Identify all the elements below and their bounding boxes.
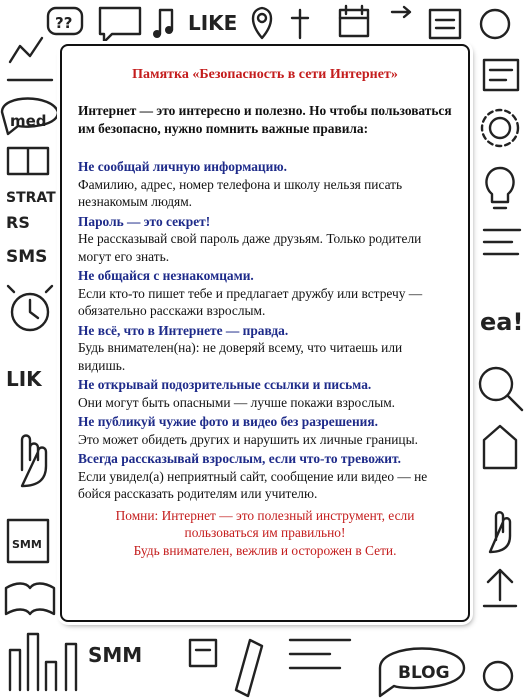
med-bubble (2, 99, 58, 135)
rule-heading: Пароль — это секрет! (78, 213, 211, 229)
rule-item (78, 267, 452, 320)
list-icon (484, 230, 520, 254)
svg-text:BLOG: BLOG (398, 663, 450, 683)
rule-item (78, 213, 452, 266)
rs-label: RS (6, 213, 30, 232)
alarm-clock-icon (8, 286, 52, 330)
document-icon (484, 60, 518, 90)
strat-label: STRAT (6, 190, 56, 206)
blog-bubble (380, 649, 464, 697)
calendar-icon (190, 640, 216, 666)
magnifier-icon (480, 368, 522, 410)
calendar-icon (340, 6, 368, 36)
plus-doodle (292, 10, 308, 38)
rule-item (78, 158, 452, 211)
rule-text: Это может обидеть других и нарушить их личные границы. (78, 431, 418, 447)
ea-label: ea! (480, 308, 524, 336)
chart-icon (8, 520, 48, 562)
rule-text: Не рассказывай свой пароль даже друзьям. Только родители могут его знать. (78, 231, 422, 264)
rule-item (78, 322, 452, 375)
rule-item (78, 376, 452, 411)
closing-line: Помни: Интернет — это полезный инструмент, если пользоваться им правильно! (115, 507, 415, 540)
rule-text: Если кто-то пишет тебе и предлагает дружбу или встречу — обязательно расскажи взрослым. (78, 285, 423, 318)
smm-label: SMM (88, 643, 143, 667)
rule-text: Если увидел(а) неприятный сайт, сообщение или видео — не бойся рассказать родителям или учителю. (78, 468, 428, 501)
speech-bubble-icon (100, 8, 140, 42)
rule-heading: Не открывай подозрительные ссылки и письма. (78, 377, 372, 392)
rule-item (78, 413, 452, 448)
gear-icon (482, 110, 518, 146)
hand-cursor-icon (22, 436, 46, 487)
bar-chart-icon (10, 634, 76, 690)
closing-line: Будь внимателен, вежлив и осторожен в Сети. (133, 542, 397, 558)
location-pin-icon (253, 8, 271, 38)
rule-heading: Не сообщай личную информацию. (78, 159, 287, 174)
hand-cursor-icon (490, 512, 510, 552)
rule-heading: Не всё, что в Интернете — правда. (78, 322, 289, 338)
chart-icon (10, 38, 42, 62)
lightbulb-icon (486, 168, 513, 208)
lines-doodle (290, 640, 350, 668)
rule-text: Они могут быть опасными — лучше покажи взрослым. (78, 394, 396, 410)
like-label-top: LIKE (188, 11, 238, 35)
rule-heading: Не публикуй чужие фото и видео без разрешения. (78, 414, 378, 429)
circle-doodle (484, 662, 512, 690)
upload-icon (484, 570, 516, 606)
book-icon (6, 584, 54, 615)
rule-text: Фамилию, адрес, номер телефона и школу нельзя писать незнакомым людям. (78, 176, 403, 209)
memo-card (60, 44, 470, 622)
memo-intro: Интернет — это интересно и полезно. Но чтобы пользоваться им безопасно, нужно помнить важные правила: (78, 103, 452, 136)
circle-doodle (481, 10, 509, 38)
pencil-icon (236, 640, 262, 696)
rule-heading: Всегда рассказывай взрослым, если что-то тревожит. (78, 451, 401, 466)
arrow-doodle (392, 7, 410, 17)
svg-text:??: ?? (55, 14, 73, 32)
closing-note (78, 507, 452, 560)
rule-item (78, 450, 452, 503)
home-icon (484, 426, 516, 468)
svg-text:med: med (10, 112, 47, 130)
music-note-icon (153, 10, 173, 38)
calendar-icon (430, 10, 460, 38)
rule-text: Будь внимателен(на): не доверяй всему, что читаешь или видишь. (78, 340, 403, 373)
memo-title: Памятка «Безопасность в сети Интернет» (132, 67, 398, 82)
chat-question-icon (48, 8, 82, 34)
lik-label: LIK (6, 367, 42, 391)
svg-text:SMM: SMM (12, 538, 42, 551)
book-icon (8, 148, 48, 174)
sms-label: SMS (6, 247, 48, 267)
rule-heading: Не общайся с незнакомцами. (78, 268, 254, 283)
